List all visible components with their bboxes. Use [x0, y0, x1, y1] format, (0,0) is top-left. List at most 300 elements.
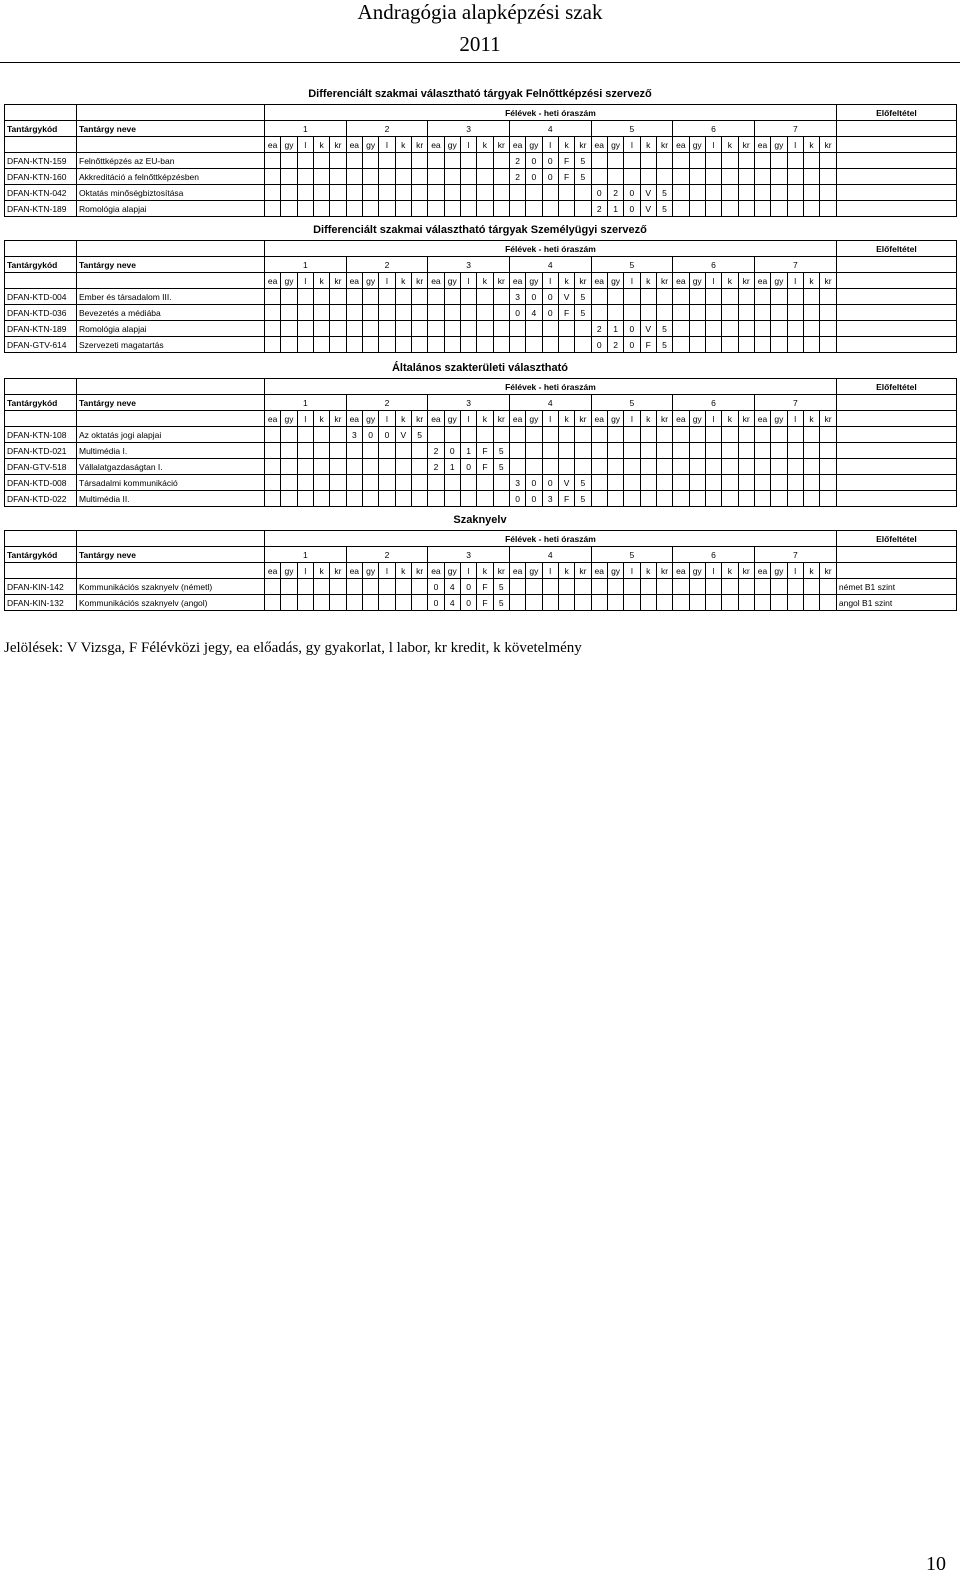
hour-cell [493, 153, 509, 169]
hour-cell [705, 169, 721, 185]
hour-cell [346, 321, 362, 337]
hour-cell [281, 169, 297, 185]
hour-cell [313, 153, 329, 169]
hour-cell [330, 185, 346, 201]
hour-cell [640, 579, 656, 595]
table-row [5, 201, 957, 217]
hour-cell [281, 321, 297, 337]
hour-cell [787, 185, 803, 201]
hour-cell [281, 153, 297, 169]
code-header: Tantárgykód [5, 121, 77, 137]
hour-cell [526, 321, 542, 337]
hour-cell [673, 491, 689, 507]
sub-column-label: k [395, 137, 411, 153]
hour-cell [575, 427, 591, 443]
hour-cell [754, 595, 770, 611]
hour-cell [820, 201, 837, 217]
hour-cell [689, 579, 705, 595]
hour-cell: 5 [575, 289, 591, 305]
hour-cell [673, 201, 689, 217]
hour-cell [689, 185, 705, 201]
hour-cell [673, 459, 689, 475]
sub-column-label: k [313, 137, 329, 153]
hour-cell [607, 289, 623, 305]
sub-column-label: gy [689, 411, 705, 427]
name-header: Tantárgy neve [77, 395, 265, 411]
hour-cell [477, 475, 493, 491]
hour-cell [591, 289, 607, 305]
hour-cell [265, 443, 281, 459]
hour-cell [330, 579, 346, 595]
hour-cell [477, 321, 493, 337]
hour-cell [656, 579, 672, 595]
hour-cell: 5 [575, 169, 591, 185]
hour-cell [738, 443, 754, 459]
hour-cell [754, 427, 770, 443]
sub-column-label: gy [281, 273, 297, 289]
hour-cell: 5 [656, 337, 672, 353]
sub-column-label: gy [362, 411, 378, 427]
hour-cell [362, 443, 378, 459]
hour-cell [558, 185, 574, 201]
prereq-header: Előfeltétel [836, 531, 956, 547]
sub-column-label: k [803, 411, 819, 427]
hour-cell [444, 427, 460, 443]
hour-cell [754, 289, 770, 305]
hour-cell [689, 443, 705, 459]
section-table [4, 88, 956, 217]
hour-cell [738, 475, 754, 491]
course-name: Ember és társadalom III. [77, 289, 265, 305]
sub-column-label: ea [591, 411, 607, 427]
sub-column-label: gy [444, 273, 460, 289]
hour-cell [558, 337, 574, 353]
hour-cell [689, 153, 705, 169]
hour-cell [493, 491, 509, 507]
hour-cell: V [640, 185, 656, 201]
hour-cell [460, 427, 476, 443]
prereq-cell [836, 185, 956, 201]
hour-cell: 5 [656, 321, 672, 337]
sub-column-label: kr [330, 137, 346, 153]
hour-cell: 4 [526, 305, 542, 321]
hour-cell [281, 475, 297, 491]
semesters-caption: Félévek - heti óraszám [265, 105, 837, 121]
sub-column-label: ea [509, 563, 525, 579]
hour-cell [265, 321, 281, 337]
hour-cell [297, 579, 313, 595]
hour-cell [428, 321, 444, 337]
hour-cell: 5 [656, 201, 672, 217]
hour-cell [428, 427, 444, 443]
hour-cell [428, 337, 444, 353]
sub-column-label: kr [820, 273, 837, 289]
hour-cell: 0 [526, 169, 542, 185]
hour-cell [379, 201, 395, 217]
hour-cell [526, 443, 542, 459]
sub-column-label: k [803, 137, 819, 153]
hour-cell [542, 427, 558, 443]
sub-column-label: ea [754, 273, 770, 289]
hour-cell [787, 427, 803, 443]
hour-cell: V [395, 427, 411, 443]
code-header: Tantárgykód [5, 257, 77, 273]
semester-number: 7 [754, 395, 836, 411]
hour-cell [362, 579, 378, 595]
sub-column-label: kr [330, 273, 346, 289]
table-row [5, 337, 957, 353]
hour-cell [444, 289, 460, 305]
hour-cell [705, 427, 721, 443]
sub-column-label: l [297, 411, 313, 427]
hour-cell [509, 579, 525, 595]
hour-cell [362, 595, 378, 611]
sub-column-label: kr [738, 563, 754, 579]
hour-cell [771, 475, 787, 491]
sub-column-label: kr [656, 273, 672, 289]
hour-cell [771, 427, 787, 443]
hour-cell [428, 289, 444, 305]
hour-cell [722, 595, 738, 611]
hour-cell [281, 427, 297, 443]
semester-number: 6 [673, 257, 755, 273]
sub-column-label: k [803, 273, 819, 289]
header-empty [5, 105, 77, 121]
header-empty [77, 137, 265, 153]
sub-column-label: k [477, 273, 493, 289]
hour-cell [265, 337, 281, 353]
hour-cell: 5 [493, 595, 509, 611]
hour-cell [787, 201, 803, 217]
hour-cell [754, 491, 770, 507]
hour-cell [673, 579, 689, 595]
hour-cell [754, 201, 770, 217]
hour-cell [265, 153, 281, 169]
section-table [4, 362, 956, 507]
course-code: DFAN-KTN-160 [5, 169, 77, 185]
header-row-caption [5, 379, 957, 395]
hour-cell [542, 185, 558, 201]
hour-cell [607, 459, 623, 475]
header-empty [77, 531, 265, 547]
hour-cell [265, 595, 281, 611]
hour-cell [575, 321, 591, 337]
hour-cell [509, 201, 525, 217]
hour-cell [411, 579, 427, 595]
sub-column-label: kr [493, 411, 509, 427]
hour-cell [411, 475, 427, 491]
sub-column-label: k [477, 563, 493, 579]
sub-column-label: k [477, 137, 493, 153]
sub-column-label: gy [771, 563, 787, 579]
sub-column-label: l [542, 273, 558, 289]
sub-column-label: kr [330, 411, 346, 427]
hour-cell [754, 337, 770, 353]
hour-cell [330, 201, 346, 217]
hour-cell: 0 [460, 595, 476, 611]
sub-column-label: k [558, 273, 574, 289]
hour-cell [297, 153, 313, 169]
sub-column-label: ea [673, 563, 689, 579]
hour-cell [787, 153, 803, 169]
sub-column-label: kr [575, 137, 591, 153]
section-table [4, 514, 956, 611]
sub-column-label: k [395, 273, 411, 289]
sub-column-label: ea [509, 273, 525, 289]
hour-cell [820, 289, 837, 305]
header-empty [5, 379, 77, 395]
sub-column-label: gy [526, 411, 542, 427]
sub-column-label: l [460, 273, 476, 289]
header-row-sub [5, 273, 957, 289]
hour-cell [395, 595, 411, 611]
hour-cell [591, 153, 607, 169]
sub-column-label: l [705, 563, 721, 579]
hour-cell [673, 337, 689, 353]
sub-column-label: k [640, 563, 656, 579]
hour-cell: F [558, 169, 574, 185]
hour-cell [754, 443, 770, 459]
hour-cell: 0 [542, 475, 558, 491]
hour-cell [444, 475, 460, 491]
hour-cell [330, 595, 346, 611]
hour-cell [705, 459, 721, 475]
hour-cell [803, 475, 819, 491]
hour-cell [509, 443, 525, 459]
hour-cell [297, 201, 313, 217]
hour-cell [493, 289, 509, 305]
course-code: DFAN-KTD-021 [5, 443, 77, 459]
hour-cell: 2 [591, 321, 607, 337]
hour-cell: F [477, 443, 493, 459]
hour-cell [526, 201, 542, 217]
hour-cell [281, 337, 297, 353]
sub-column-label: gy [771, 137, 787, 153]
sub-column-label: ea [346, 411, 362, 427]
hour-cell: 3 [542, 491, 558, 507]
hour-cell [411, 169, 427, 185]
hour-cell [411, 491, 427, 507]
course-name: Multimédia II. [77, 491, 265, 507]
hour-cell [803, 337, 819, 353]
hour-cell [542, 201, 558, 217]
prereq-cell [836, 321, 956, 337]
hour-cell [379, 491, 395, 507]
hour-cell: 0 [542, 289, 558, 305]
prereq-cell [836, 201, 956, 217]
hour-cell [558, 459, 574, 475]
header-row-semesters [5, 257, 957, 273]
prereq-cell [836, 491, 956, 507]
semester-number: 3 [428, 547, 510, 563]
course-name: Romológia alapjai [77, 201, 265, 217]
hour-cell [509, 427, 525, 443]
semester-number: 5 [591, 395, 673, 411]
hour-cell: 0 [542, 153, 558, 169]
hour-cell [803, 491, 819, 507]
hour-cell [460, 321, 476, 337]
sub-column-label: kr [493, 273, 509, 289]
header-empty [77, 411, 265, 427]
hour-cell [591, 305, 607, 321]
semesters-caption: Félévek - heti óraszám [265, 531, 837, 547]
hour-cell [656, 427, 672, 443]
hour-cell [509, 595, 525, 611]
hour-cell: 0 [624, 321, 640, 337]
header-row-semesters [5, 121, 957, 137]
table-row [5, 443, 957, 459]
hour-cell [265, 289, 281, 305]
semester-number: 1 [265, 547, 347, 563]
sub-column-label: kr [738, 137, 754, 153]
hour-cell [722, 337, 738, 353]
hour-cell [542, 595, 558, 611]
sub-column-label: gy [281, 137, 297, 153]
sub-column-label: kr [656, 563, 672, 579]
hour-cell [673, 595, 689, 611]
hour-cell [624, 153, 640, 169]
hour-cell [346, 443, 362, 459]
hour-cell [379, 185, 395, 201]
sub-column-label: l [787, 563, 803, 579]
hour-cell [379, 321, 395, 337]
hour-cell [330, 427, 346, 443]
hour-cell [787, 443, 803, 459]
hour-cell [803, 185, 819, 201]
hour-cell [624, 459, 640, 475]
hour-cell [754, 459, 770, 475]
hour-cell [362, 201, 378, 217]
hour-cell [313, 305, 329, 321]
sub-column-label: ea [673, 411, 689, 427]
hour-cell [640, 595, 656, 611]
hour-cell [330, 337, 346, 353]
hour-cell [346, 185, 362, 201]
prereq-cell [836, 289, 956, 305]
hour-cell [411, 289, 427, 305]
hour-cell [281, 289, 297, 305]
course-name: Felnőttképzés az EU-ban [77, 153, 265, 169]
sub-column-label: l [624, 563, 640, 579]
sub-column-label: kr [820, 411, 837, 427]
hour-cell [395, 475, 411, 491]
semester-number: 6 [673, 395, 755, 411]
hour-cell: 1 [607, 201, 623, 217]
hour-cell [444, 321, 460, 337]
hour-cell: F [477, 579, 493, 595]
hour-cell [313, 427, 329, 443]
hour-cell [493, 337, 509, 353]
hour-cell [771, 289, 787, 305]
semester-number: 7 [754, 121, 836, 137]
header-empty [77, 563, 265, 579]
hour-cell [705, 475, 721, 491]
hour-cell [820, 579, 837, 595]
hour-cell [297, 595, 313, 611]
sub-column-label: gy [689, 273, 705, 289]
sub-column-label: l [379, 137, 395, 153]
course-code: DFAN-KTD-022 [5, 491, 77, 507]
hour-cell [754, 153, 770, 169]
hour-cell [771, 491, 787, 507]
sub-column-label: ea [754, 137, 770, 153]
hour-cell [330, 305, 346, 321]
hour-cell [460, 475, 476, 491]
hour-cell [281, 491, 297, 507]
header-empty [836, 257, 956, 273]
hour-cell: 0 [444, 443, 460, 459]
hour-cell [281, 305, 297, 321]
hour-cell [722, 169, 738, 185]
semesters-caption: Félévek - heti óraszám [265, 241, 837, 257]
hour-cell [624, 289, 640, 305]
hour-cell [558, 201, 574, 217]
semester-number: 2 [346, 547, 428, 563]
hour-cell [313, 201, 329, 217]
hour-cell [640, 475, 656, 491]
hour-cell [362, 169, 378, 185]
hour-cell [395, 321, 411, 337]
hour-cell [820, 427, 837, 443]
hour-cell [820, 305, 837, 321]
table-row [5, 491, 957, 507]
sub-column-label: ea [265, 411, 281, 427]
semester-number: 5 [591, 121, 673, 137]
header-empty [5, 531, 77, 547]
hour-cell [673, 475, 689, 491]
hour-cell: 0 [526, 289, 542, 305]
hour-cell [330, 289, 346, 305]
hour-cell [754, 169, 770, 185]
hour-cell [689, 427, 705, 443]
hour-cell [346, 475, 362, 491]
hour-cell [313, 491, 329, 507]
hour-cell [330, 321, 346, 337]
hour-cell [722, 201, 738, 217]
sub-column-label: ea [265, 273, 281, 289]
hour-cell [265, 427, 281, 443]
table-row [5, 475, 957, 491]
semester-number: 4 [509, 395, 591, 411]
hour-cell [330, 443, 346, 459]
hour-cell [460, 491, 476, 507]
sub-column-label: l [460, 563, 476, 579]
hour-cell: V [558, 475, 574, 491]
code-header: Tantárgykód [5, 395, 77, 411]
hour-cell [591, 169, 607, 185]
hour-cell [313, 321, 329, 337]
hour-cell [265, 169, 281, 185]
hour-cell: 2 [428, 443, 444, 459]
hour-cell [379, 579, 395, 595]
header-empty [77, 105, 265, 121]
hour-cell [265, 579, 281, 595]
hour-cell [754, 185, 770, 201]
sub-column-label: gy [607, 273, 623, 289]
header-empty [5, 241, 77, 257]
hour-cell [673, 427, 689, 443]
sub-column-label: ea [673, 137, 689, 153]
course-code: DFAN-KTN-189 [5, 321, 77, 337]
hour-cell [738, 185, 754, 201]
hour-cell [705, 579, 721, 595]
hour-cell: F [640, 337, 656, 353]
sub-column-label: k [395, 411, 411, 427]
hour-cell: 0 [526, 475, 542, 491]
hour-cell: 0 [542, 169, 558, 185]
semester-number: 6 [673, 547, 755, 563]
hour-cell [265, 185, 281, 201]
